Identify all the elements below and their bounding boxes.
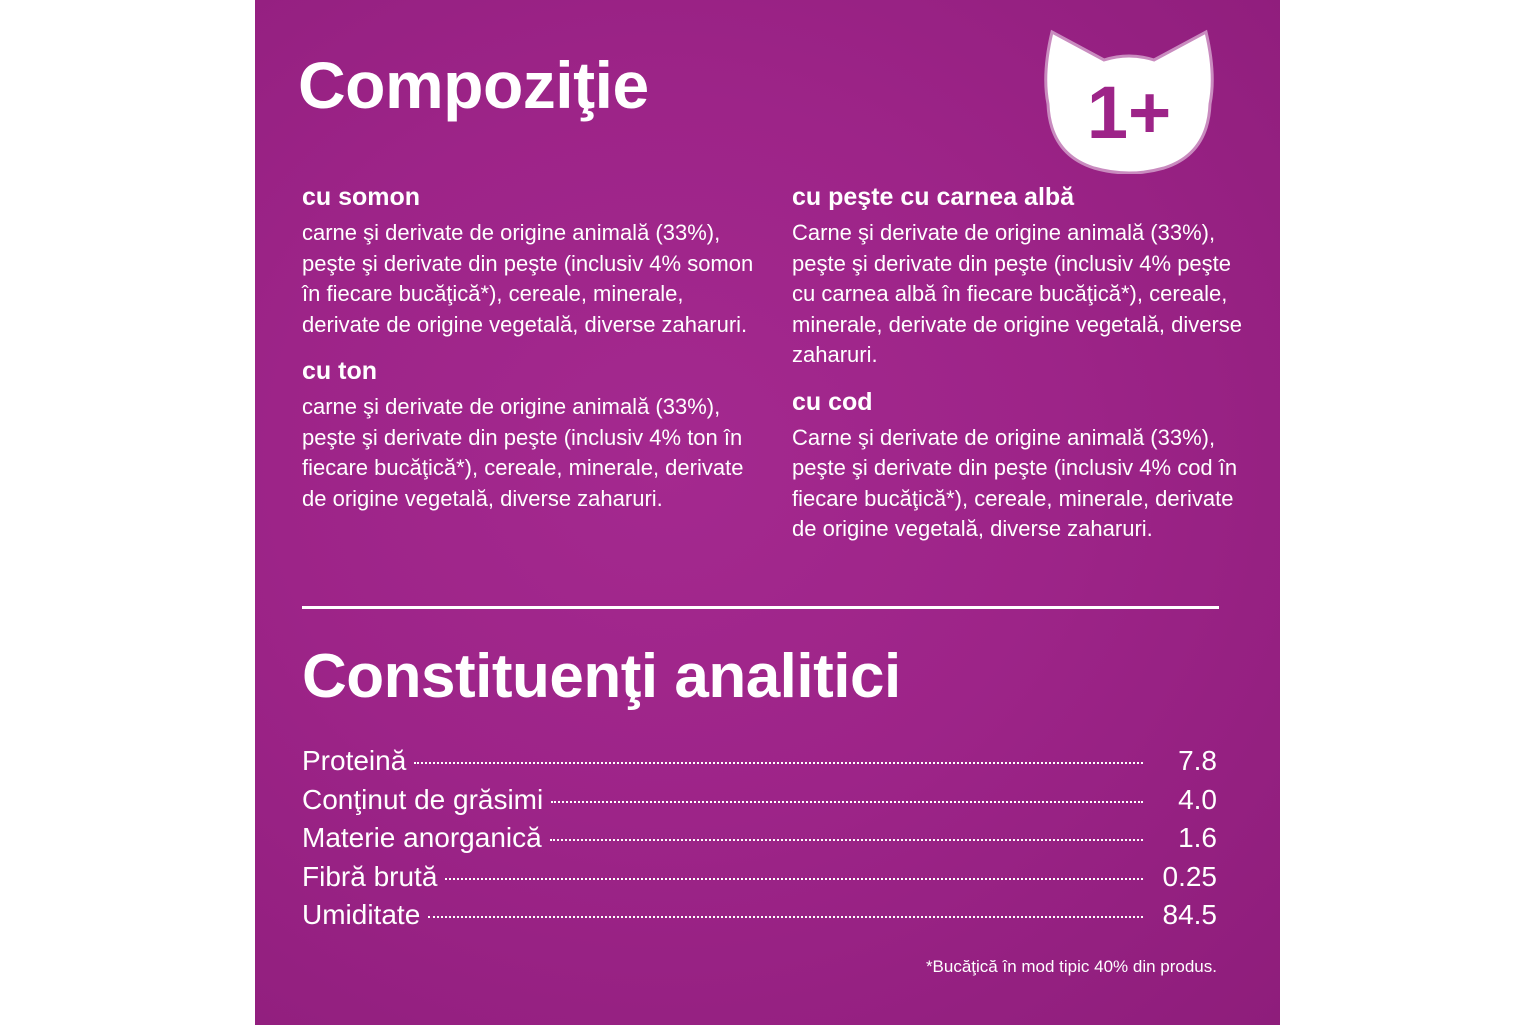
recipe-heading: cu cod — [792, 387, 873, 416]
analytic-row — [302, 745, 1217, 784]
analytic-row — [302, 784, 1217, 823]
dot-leader — [445, 878, 1143, 880]
analytic-row — [302, 861, 1217, 900]
analytic-table — [302, 745, 1217, 938]
analytic-name: Materie anorganică — [302, 822, 542, 853]
dot-leader — [551, 801, 1143, 803]
analytic-value: 0.25 — [1162, 860, 1217, 892]
section-divider — [302, 606, 1219, 609]
recipe-ingredients: carne şi derivate de origine animală (33%), peşte şi derivate din peşte (inclusiv 4% ton în fiecare bucăţică*), cereale, minerale, derivate de origine vegetală, diverse zaharuri. — [302, 394, 744, 511]
recipe-block-peste-alb — [792, 182, 1252, 371]
recipe-heading: cu ton — [302, 357, 377, 385]
cat-head-shape — [1040, 26, 1218, 174]
footnote: *Bucăţică în mod tipic 40% din produs. — [925, 957, 1217, 976]
analytic-name: Proteină — [302, 745, 407, 776]
analytic-value: 84.5 — [1162, 899, 1217, 930]
analytic-title: Constituenţi analitici — [302, 642, 901, 711]
recipe-ingredients: carne şi derivate de origine animală (33%), peşte şi derivate din peşte (inclusiv 4% somon în fiecare bucăţică*), cereale, minerale, derivate de origine vegetală, diverse zaharuri. — [302, 220, 754, 337]
analytic-value: 4.0 — [1178, 783, 1217, 815]
dot-leader — [414, 762, 1143, 764]
recipe-heading: cu somon — [302, 183, 421, 211]
composition-title: Compoziţie — [298, 48, 649, 122]
analytic-name: Fibră brută — [302, 860, 438, 892]
recipe-block-cod — [792, 387, 1252, 545]
recipe-block-ton — [302, 356, 762, 514]
analytic-row — [302, 822, 1217, 861]
analytic-name: Conţinut de grăsimi — [302, 783, 544, 815]
analytic-name: Umiditate — [302, 899, 421, 930]
recipe-ingredients: Carne şi derivate de origine animală (33%), peşte şi derivate din peşte (inclusiv 4% cod în fiecare bucăţică*), cereale, minerale, derivate de origine vegetală, diverse zaharuri. — [792, 424, 1238, 541]
recipe-block-somon — [302, 182, 762, 340]
composition-left-column — [302, 182, 762, 530]
recipe-heading: cu peşte cu carnea albă — [792, 183, 1075, 211]
dot-leader — [550, 839, 1143, 841]
analytic-value: 7.8 — [1178, 745, 1217, 776]
composition-right-column — [792, 182, 1252, 561]
badge-label: 1+ — [1086, 71, 1172, 154]
product-info-panel — [255, 0, 1280, 1025]
dot-leader — [428, 916, 1143, 918]
cat-head-icon — [1040, 26, 1218, 174]
analytic-row — [302, 899, 1217, 938]
analytic-value: 1.6 — [1178, 822, 1217, 853]
recipe-ingredients: Carne şi derivate de origine animală (33%), peşte şi derivate din peşte (inclusiv 4% peşte cu carnea albă în fiecare bucăţică*), cereale, minerale, derivate de origine vegetală, diverse zaharuri. — [792, 220, 1243, 367]
